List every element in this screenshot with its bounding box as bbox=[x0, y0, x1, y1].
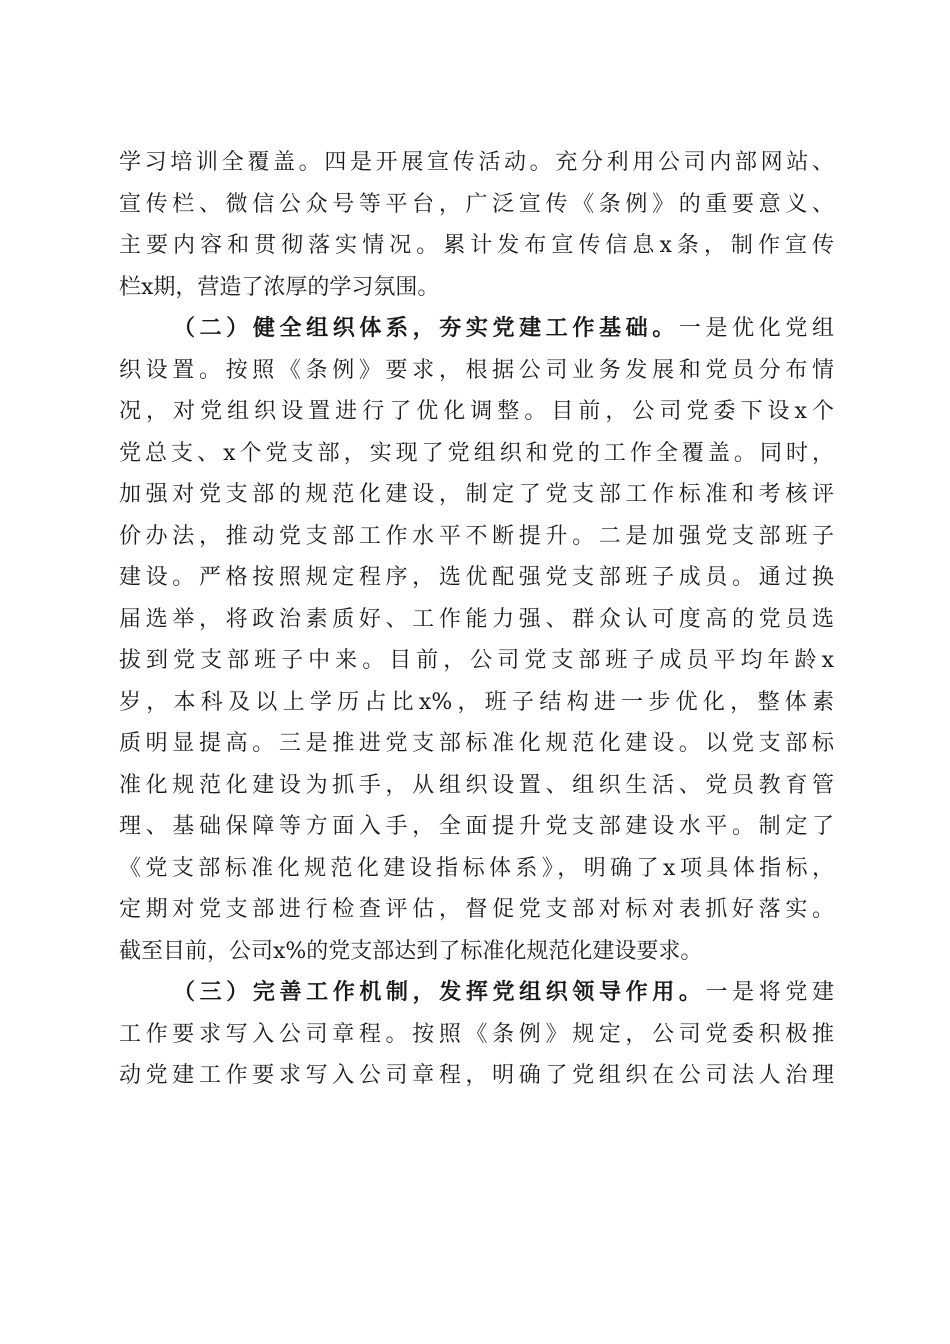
paragraph-text: 一是优化党组 bbox=[678, 316, 834, 341]
paragraph-line: 栏x期，营造了浓厚的学习氛围。 bbox=[119, 274, 440, 300]
section-heading-line bbox=[119, 972, 834, 1014]
paragraph-line: 拔到党支部班子中来。目前，公司党支部班子成员平均年龄x bbox=[119, 648, 834, 673]
paragraph-line: 质明显提高。三是推进党支部标准化规范化建设。以党支部标 bbox=[119, 731, 834, 756]
paragraph-line: 学习培训全覆盖。四是开展宣传活动。充分利用公司内部网站、 bbox=[119, 150, 834, 175]
paragraph-line: 岁，本科及以上学历占比x%，班子结构进一步优化，整体素 bbox=[119, 689, 834, 715]
paragraph-line: 理、基础保障等方面入手，全面提升党支部建设水平。制定了 bbox=[119, 814, 834, 839]
paragraph-line: 织设置。按照《条例》要求，根据公司业务发展和党员分布情 bbox=[119, 357, 834, 383]
section-heading: （二）健全组织体系，夯实党建工作基础。 bbox=[173, 315, 679, 341]
paragraph-line: 党总支、x个党支部，实现了党组织和党的工作全覆盖。同时， bbox=[119, 440, 834, 466]
paragraph-line: 动党建工作要求写入公司章程，明确了党组织在公司法人治理 bbox=[119, 1063, 834, 1088]
paragraph-line: 《党支部标准化规范化建设指标体系》，明确了x项具体指标， bbox=[119, 855, 834, 881]
paragraph-text: 一是将党建 bbox=[705, 980, 834, 1005]
paragraph-line: 加强对党支部的规范化建设，制定了党支部工作标准和考核评 bbox=[119, 482, 834, 507]
section-heading-line bbox=[119, 308, 834, 350]
paragraph-line: 工作要求写入公司章程。按照《条例》规定，公司党委积极推 bbox=[119, 1021, 834, 1047]
paragraph-line: 主要内容和贯彻落实情况。累计发布宣传信息x条，制作宣传 bbox=[119, 233, 834, 258]
paragraph-line: 建设。严格按照规定程序，选优配强党支部班子成员。通过换 bbox=[119, 565, 834, 590]
paragraph-line: 届选举，将政治素质好、工作能力强、群众认可度高的党员选 bbox=[119, 606, 834, 632]
paragraph-line: 况，对党组织设置进行了优化调整。目前，公司党委下设x个 bbox=[119, 399, 834, 424]
paragraph-line: 宣传栏、微信公众号等平台，广泛宣传《条例》的重要意义、 bbox=[119, 191, 834, 217]
paragraph-line: 准化规范化建设为抓手，从组织设置、组织生活、党员教育管 bbox=[119, 772, 834, 798]
paragraph-line: 定期对党支部进行检查评估，督促党支部对标对表抓好落实。 bbox=[119, 897, 834, 922]
paragraph-line: 截至目前，公司x%的党支部达到了标准化规范化建设要求。 bbox=[119, 938, 703, 964]
document-body bbox=[119, 142, 834, 1097]
paragraph-line: 价办法，推动党支部工作水平不断提升。二是加强党支部班子 bbox=[119, 523, 834, 549]
section-heading: （三）完善工作机制，发挥党组织领导作用。 bbox=[173, 979, 706, 1005]
